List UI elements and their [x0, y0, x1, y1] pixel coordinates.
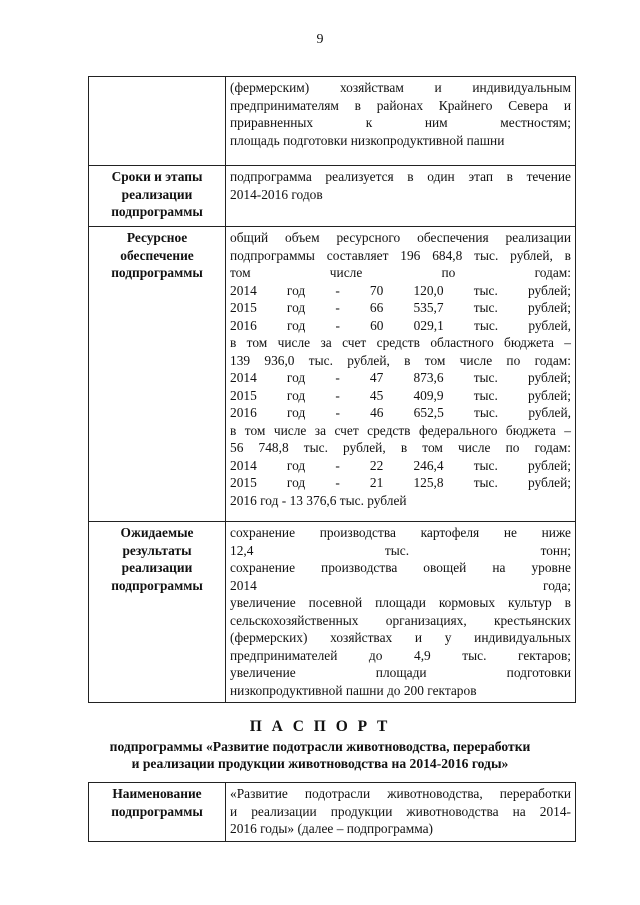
content-line: в том числе за счет средств федерального бюджета –: [230, 422, 571, 438]
passport-heading: П А С П О Р Т: [249, 718, 391, 735]
content-line: низкопродуктивной пашни до 200 гектаров: [230, 682, 477, 698]
content-line: 56 748,8 тыс. рублей, в том числе по годам:: [230, 440, 571, 455]
content-line: подпрограмма реализуется в один этап в течение: [230, 169, 571, 184]
content-line: предпринимателей до 4,9 тыс. гектаров;: [230, 647, 571, 663]
content-line: 2014 год - 70 120,0 тыс. рублей;: [230, 282, 571, 298]
passport-table-continued: [88, 76, 576, 703]
content-line: 2014 год - 47 873,6 тыс. рублей;: [230, 370, 571, 385]
content-line: 2016 год - 60 029,1 тыс. рублей,: [230, 317, 571, 333]
content-line: 2014 года;: [230, 577, 571, 593]
content-line: 139 936,0 тыс. рублей, в том числе по годам:: [230, 352, 571, 368]
row-label-resources: Ресурсное обеспечение подпрограммы: [89, 227, 226, 522]
content-line: подпрограммы составляет 196 684,8 тыс. рублей, в: [230, 247, 571, 263]
content-line: площадь подготовки низкопродуктивной пашни: [230, 132, 505, 148]
content-line: 2014 год - 22 246,4 тыс. рублей;: [230, 457, 571, 473]
passport-table-new: [88, 782, 576, 842]
content-line: 2016 годы» (далее – подпрограмма): [230, 821, 433, 836]
row-content-terms: [226, 166, 576, 227]
content-line: 2014-2016 годов: [230, 186, 323, 202]
content-line: том числе по годам:: [230, 265, 571, 280]
passport-subtitle-line-2: и реализации продукции животноводства на 2014-2016 годы»: [131, 756, 509, 771]
content-line: (фермерским) хозяйствам и индивидуальным: [230, 80, 571, 95]
content-line: сельскохозяйственных организациях, крестьянских: [230, 612, 571, 628]
content-line: «Развитие подотрасли животноводства, переработки: [230, 786, 571, 801]
table-row-continuation: [89, 77, 576, 166]
content-line: и реализации продукции животноводства на 2014-: [230, 803, 571, 819]
passport-subtitle: [70, 738, 570, 772]
content-line: 2016 год - 13 376,6 тыс. рублей: [230, 492, 407, 508]
row-label-terms: Сроки и этапы реализации подпрограммы: [89, 166, 226, 227]
content-line: (фермерских) хозяйствах и у индивидуальных: [230, 630, 571, 645]
table-row-name: [89, 783, 576, 842]
content-line: сохранение производства овощей на уровне: [230, 560, 571, 575]
content-line: общий объем ресурсного обеспечения реализации: [230, 230, 571, 245]
content-line: 2015 год - 21 125,8 тыс. рублей;: [230, 475, 571, 490]
row-label-results: Ожидаемые результаты реализации подпрограммы: [89, 522, 226, 703]
content-line: 12,4 тыс. тонн;: [230, 542, 571, 558]
content-line: 2015 год - 66 535,7 тыс. рублей;: [230, 300, 571, 315]
row-content-resources: [226, 227, 576, 522]
content-line: сохранение производства картофеля не ниже: [230, 525, 571, 540]
passport-subtitle-line-1: подпрограммы «Развитие подотрасли животноводства, переработки: [109, 739, 531, 754]
table-row-results: [89, 522, 576, 703]
row-content-results: [226, 522, 576, 703]
row-content-continuation: [226, 77, 576, 166]
content-line: приравненных к ним местностям;: [230, 115, 571, 130]
content-line: увеличение площади подготовки: [230, 665, 571, 680]
row-label-name: Наименование подпрограммы: [89, 783, 226, 842]
content-line: увеличение посевной площади кормовых культур в: [230, 595, 571, 610]
content-line: предпринимателям в районах Крайнего Севера и: [230, 97, 571, 113]
page-number: 9: [316, 32, 324, 47]
row-label-empty: [89, 77, 226, 166]
table-row-resources: [89, 227, 576, 522]
table-row-terms: [89, 166, 576, 227]
row-content-name: [226, 783, 576, 842]
content-line: в том числе за счет средств областного бюджета –: [230, 335, 571, 350]
content-line: 2015 год - 45 409,9 тыс. рублей;: [230, 387, 571, 403]
content-line: 2016 год - 46 652,5 тыс. рублей,: [230, 405, 571, 420]
